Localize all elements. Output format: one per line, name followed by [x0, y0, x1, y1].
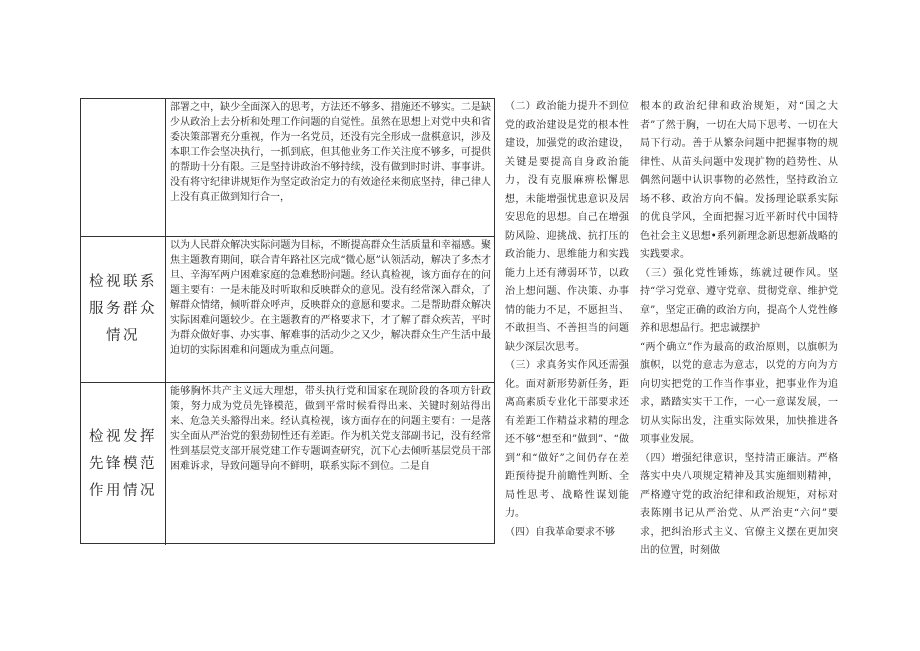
row-content: 能够胸怀共产主义远大理想，带头执行党和国家在现阶段的各项方针政策，努力成为党员先锋模范，做到平常时候看得出来、关键时刻站得出来、危急关头豁得出来。经认真检视，该方面存在的问题主要有：一是落实全面从严治党的狠劲韧性还有差距。作为机关党支部副书记，没有经常性到基层党支部开展党建工作专题调查研究，沉下心去倾听基层党员干部困难诉求，导致问题导向不鲜明，联系实际不到位。二是自 [170, 386, 491, 472]
table-row [81, 383, 494, 545]
table-row [81, 237, 494, 383]
paragraph: （三）求真务实作风还需强化。面对新形势新任务，距离高素质专业化干部要求还有差距工作精益求精的理念还不够“想至和”做到”、“做到”和“做好”之间仍存在差距预待提升前瞻性判断、全局性思考、战略性谋划能力。 [505, 360, 629, 519]
paragraph: （三）强化党性锤炼，练就过硬作风。坚持“学习党章、遵守党章、贯彻党章、维护党章”，坚定正确的政治方向，提高个人党性修养和思想品行。把忠诚摆护 [640, 267, 838, 334]
middle-text-column [505, 98, 629, 538]
row-content: 以为人民群众解决实际问题为目标，不断提高群众生活质量和幸福感。聚焦主题教育期间，联合青年路社区完成“微心愿”认领活动，解决了多杰才旦、辛海军两户困难家庭的急难愁盼问题。经认真检视，该方面存在的问题主要有：一是未能及时听取和反映群众的意见。没有经常深入群众，了解群众情绪，倾听群众呼声，反映群众的意愿和要求。二是帮助群众解决实际困难问题较少。在主题教育的严格要求下，才了解了群众疾苦，平时为群众做好事、办实事、解难事的活动少之又少，解决群众生产生活中最迫切的实际困难和问题成为重点问题。 [170, 240, 491, 356]
row-label-cell [81, 99, 166, 236]
row-content: 部署之中，缺少全面深入的思考，方法还不够多、措施还不够实。二是缺少从政治上去分析和处理工作问题的自觉性。虽然在思想上对党中央和省委决策部署充分重视，作为一名党员，还没有完全形成一盘棋意识，涉及本职工作会坚决执行，一抓到底，但其他业务工作关注度不够多，可提供的帮助十分有限。三是坚持讲政治不够持续，没有做到时时讲、事事讲。没有将守纪律讲规矩作为坚定政治定力的有效途径来彻底坚持，律己律人上没有真正做到知行合一， [170, 102, 491, 203]
paragraph: （四）增强纪律意识，坚持清正廉洁。严格落实中央八项规定精神及其实施细则精神，严格遵守党的政治纪律和政治规矩，对标对表陈刚书记从严治党、从严治吏“六问”要求，把纠治形式主义、官僚主义摆在更加突出的位置，时刻做 [640, 452, 838, 556]
right-text-column [640, 98, 838, 556]
inspection-table [80, 98, 495, 544]
paragraph: （四）自我革命要求不够 [505, 526, 615, 538]
table-row [81, 99, 494, 237]
row-label-cell [81, 383, 166, 545]
row-label: 检视发挥先锋模范作用情况 [89, 428, 157, 499]
row-label: 检视联系服务群众情况 [89, 274, 157, 344]
paragraph: （二）政治能力提升不到位党的政治建设是党的根本性建设，加强党的政治建设，关键是要提高自身政治能力，没有克服麻痹松懈思想，未能增强忧患意识及居安思危的思想。自己在增强防风险、迎挑战、抗打压的政治能力、思维能力和实践能力上还有薄弱环节，以政治上想问题、作决策、办事情的能力不足，不愿担当、不敢担当、不善担当的问题缺少深层次思考。 [505, 101, 629, 353]
paragraph: “两个确立”作为最高的政治原则，以旗帜为旗帜，以党的意志为意志，以党的方向为方向切实把党的工作当作事业，把事业作为追求，踏踏实实干工作，一心一意谋发展，一切从实际出发，注重实际效果，加快推进各项事业发展。 [640, 341, 838, 445]
row-label-cell [81, 237, 166, 382]
paragraph: 根本的政治纪律和政治规矩，对“国之大者”了然于胸，一切在大局下思考、一切在大局下行动。善于从繁杂问题中把握事物的规律性、从苗头问题中发现扩物的趋势性、从偶然问题中认识事物的必然性，坚持政治立场不移、政治方向不偏。发扬理论联系实际的优良学风，全面把握习近平新时代中国特色社会主义思想•系列新理念新思想新战略的实践要求。 [640, 101, 838, 260]
